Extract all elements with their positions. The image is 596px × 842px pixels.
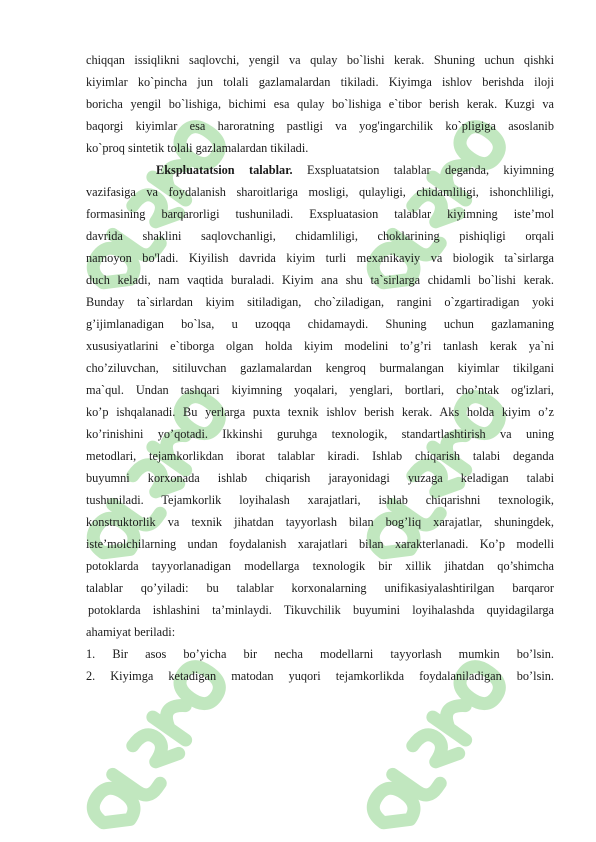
- text-line: ko’p ishqalanadi. Bu yerlarga puxta texnik ishlov berish kerak. Aks holda kiyim o’z: [86, 405, 554, 419]
- list-item: 1. Bir asos bo’yicha bir necha modellarni tayyorlash mumkin bo’lsin.: [86, 647, 554, 661]
- text-line: boricha yengil bo`lishiga, bichimi esa qulay bo`lishiga e`tibor berish kerak. Kuzgi va: [86, 97, 554, 111]
- text-line: namoyon bo'ladi. Kiyilish davrida kiyim turli mexanikaviy va biologik ta`sirlarga: [86, 251, 554, 265]
- paragraph-2: [86, 159, 554, 643]
- text-line: chiqqan issiqlikni saqlovchi, yengil va qulay bo`lishi kerak. Shuning uchun qishki: [86, 53, 554, 67]
- heading-line-rest: Exspluatatsion talablar deganda, kiyimning: [292, 163, 554, 177]
- text-line: potoklarda tayyorlanadigan modellarga texnologik bir xillik jihatdan qo’shimcha: [86, 559, 554, 573]
- text-line: konstruktorlik va texnik jihatdan tayyorlash bilan bog’liq xarajatlar, shuningdek,: [86, 515, 554, 529]
- document-body: [86, 49, 554, 687]
- text-line: duch keladi, nam vaqtida buraladi. Kiyim ana shu ta`sirlarga chidamli bo`lishi kerak.: [86, 273, 554, 287]
- text-line: buyumni korxonada ishlab chiqarish jarayonidagi yuzaga keladigan talabi: [86, 471, 554, 485]
- section-heading: Ekspluatatsion talablar.: [156, 163, 293, 177]
- text-line: formasining barqarorligi tushuniladi. Exspluatasion talablar kiyimning iste’mol: [86, 207, 554, 221]
- text-line: davrida shaklini saqlovchanligi, chidamliligi, choklarining pishiqligi orqali: [86, 229, 554, 243]
- text-line: g’ijimlanadigan bo`lsa, u uzoqqa chidamaydi. Shuning uchun gazlamaning: [86, 317, 554, 331]
- text-line: [86, 159, 554, 181]
- text-line: Bunday ta`sirlardan kiyim sitiladigan, cho`ziladigan, rangini o`zgartiradigan yoki: [86, 295, 554, 309]
- text-line: ahamiyat beriladi:: [86, 625, 176, 639]
- text-line: tushuniladi. Tejamkorlik loyihalash xarajatlari, ishlab chiqarishni texnologik,: [86, 493, 554, 507]
- text-line: talablar qo’yiladi: bu talablar korxonalarning unifikasiyalashtirilgan barqaror: [86, 581, 554, 595]
- text-line: ko`proq sintetik tolali gazlamalardan tikiladi.: [86, 141, 309, 155]
- text-line: kiyimlar ko`pincha jun tolali gazlamalardan tikiladi. Kiyimga ishlov berishda iloji: [86, 75, 554, 89]
- list-item: 2. Kiyimga ketadigan matodan yuqori tejamkorlikda foydalaniladigan bo’lsin.: [86, 669, 554, 683]
- text-line: ma`qul. Undan tashqari kiyimning yoqalari, yenglari, bortlari, cho’ntak og'izlari,: [86, 383, 554, 397]
- numbered-list: [86, 643, 554, 687]
- text-line: iste’molchilarning undan foydalanish xarajatlari bilan xarakterlanadi. Ko’p modelli: [86, 537, 554, 551]
- text-line: vazifasiga va foydalanish sharoitlariga mosligi, qulayligi, chidamliligi, ishonchliligi,: [86, 185, 554, 199]
- text-line: baqorgi kiyimlar esa haroratning pastligi va yog'ingarchilik ko`pligiga asoslanib: [86, 119, 554, 133]
- text-line: cho’ziluvchan, sitiluvchan gazlamalardan kengroq burmalangan kiyimlar tikilgani: [86, 361, 554, 375]
- text-line: potoklarda ishlashini ta’minlaydi. Tikuvchilik buyumini loyihalashda quyidagilarga: [88, 603, 554, 617]
- paragraph-1: [86, 49, 554, 159]
- text-line: ko’rinishini yo’qotadi. Ikkinshi guruhga texnologik, standartlashtirish va uning: [86, 427, 554, 441]
- text-line: metodlari, tejamkorlikdan iborat talablar kiradi. Ishlab chiqarish talabi deganda: [86, 449, 554, 463]
- text-line: xususiyatlarini e`tiborga olgan holda kiyim modelini to’g’ri tanlash kerak ya`ni: [86, 339, 554, 353]
